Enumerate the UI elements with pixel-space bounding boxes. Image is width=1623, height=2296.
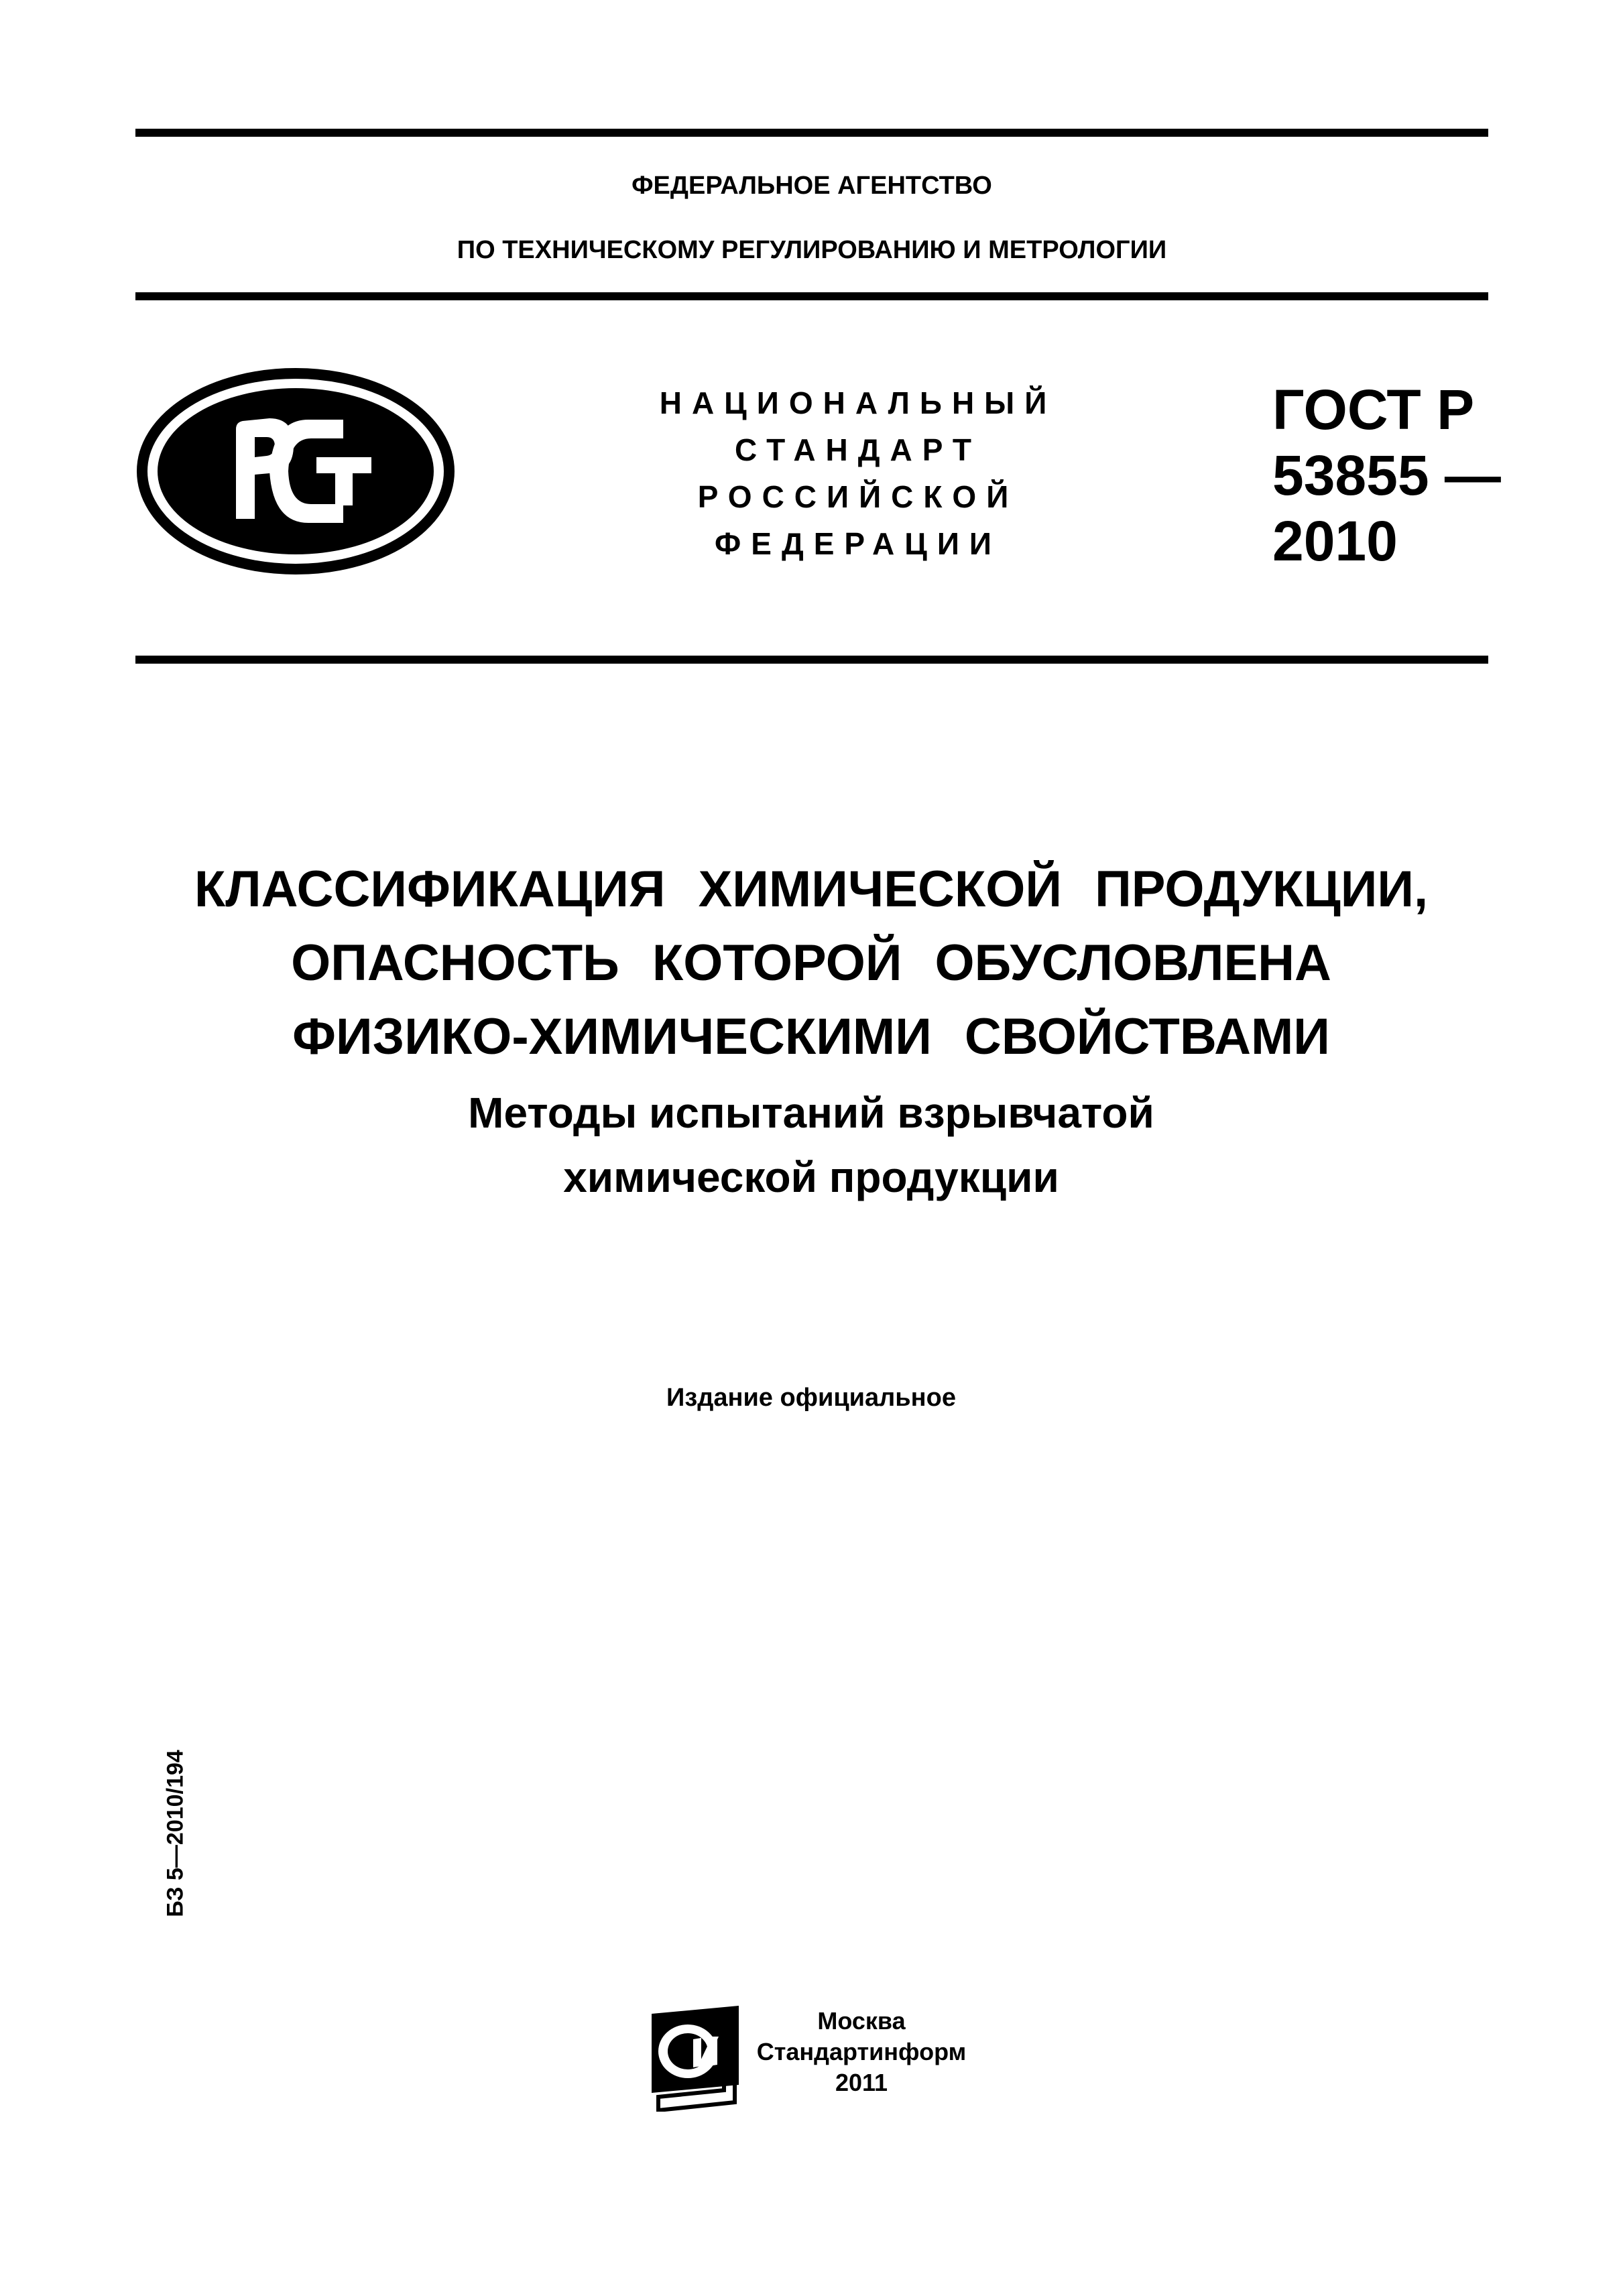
designation-line: ГОСТ Р bbox=[1272, 378, 1475, 441]
title-line: КЛАССИФИКАЦИЯ ХИМИЧЕСКОЙ ПРОДУКЦИИ, bbox=[194, 861, 1429, 918]
publisher-info bbox=[727, 2006, 996, 2098]
national-line: РОССИЙСКОЙ bbox=[697, 479, 1019, 514]
top-rule bbox=[135, 129, 1488, 137]
designation-line: 2010 bbox=[1272, 509, 1398, 572]
designation-rule bbox=[135, 656, 1488, 664]
national-line: ФЕДЕРАЦИИ bbox=[715, 526, 1002, 561]
title-line: ФИЗИКО-ХИМИЧЕСКИМИ СВОЙСТВАМИ bbox=[292, 1008, 1330, 1065]
rst-certification-logo bbox=[135, 367, 456, 575]
agency-line-2: ПО ТЕХНИЧЕСКОМУ РЕГУЛИРОВАНИЮ И МЕТРОЛОГИИ bbox=[457, 236, 1167, 264]
subtitle-line: химической продукции bbox=[563, 1153, 1059, 1201]
national-line: СТАНДАРТ bbox=[735, 432, 981, 467]
document-title bbox=[107, 853, 1515, 1074]
national-line: НАЦИОНАЛЬНЫЙ bbox=[659, 385, 1057, 420]
gost-designation bbox=[1272, 377, 1501, 574]
publisher-city: Москва bbox=[817, 2007, 906, 2035]
publisher-year: 2011 bbox=[835, 2069, 888, 2096]
title-line: ОПАСНОСТЬ КОТОРОЙ ОБУСЛОВЛЕНА bbox=[291, 934, 1331, 991]
publisher-name: Стандартинформ bbox=[756, 2038, 967, 2065]
header-rule bbox=[135, 292, 1488, 300]
designation-line: 53855 — bbox=[1272, 444, 1501, 507]
agency-line-1: ФЕДЕРАЛЬНОЕ АГЕНТСТВО bbox=[632, 172, 992, 200]
national-standard-label bbox=[603, 379, 1113, 567]
side-code-text: БЗ 5—2010/194 bbox=[162, 1750, 188, 1917]
rst-logo-icon bbox=[135, 367, 456, 575]
edition-label: Издание официальное bbox=[666, 1384, 956, 1412]
document-subtitle bbox=[107, 1081, 1515, 1209]
subtitle-line: Методы испытаний взрывчатой bbox=[468, 1089, 1154, 1137]
